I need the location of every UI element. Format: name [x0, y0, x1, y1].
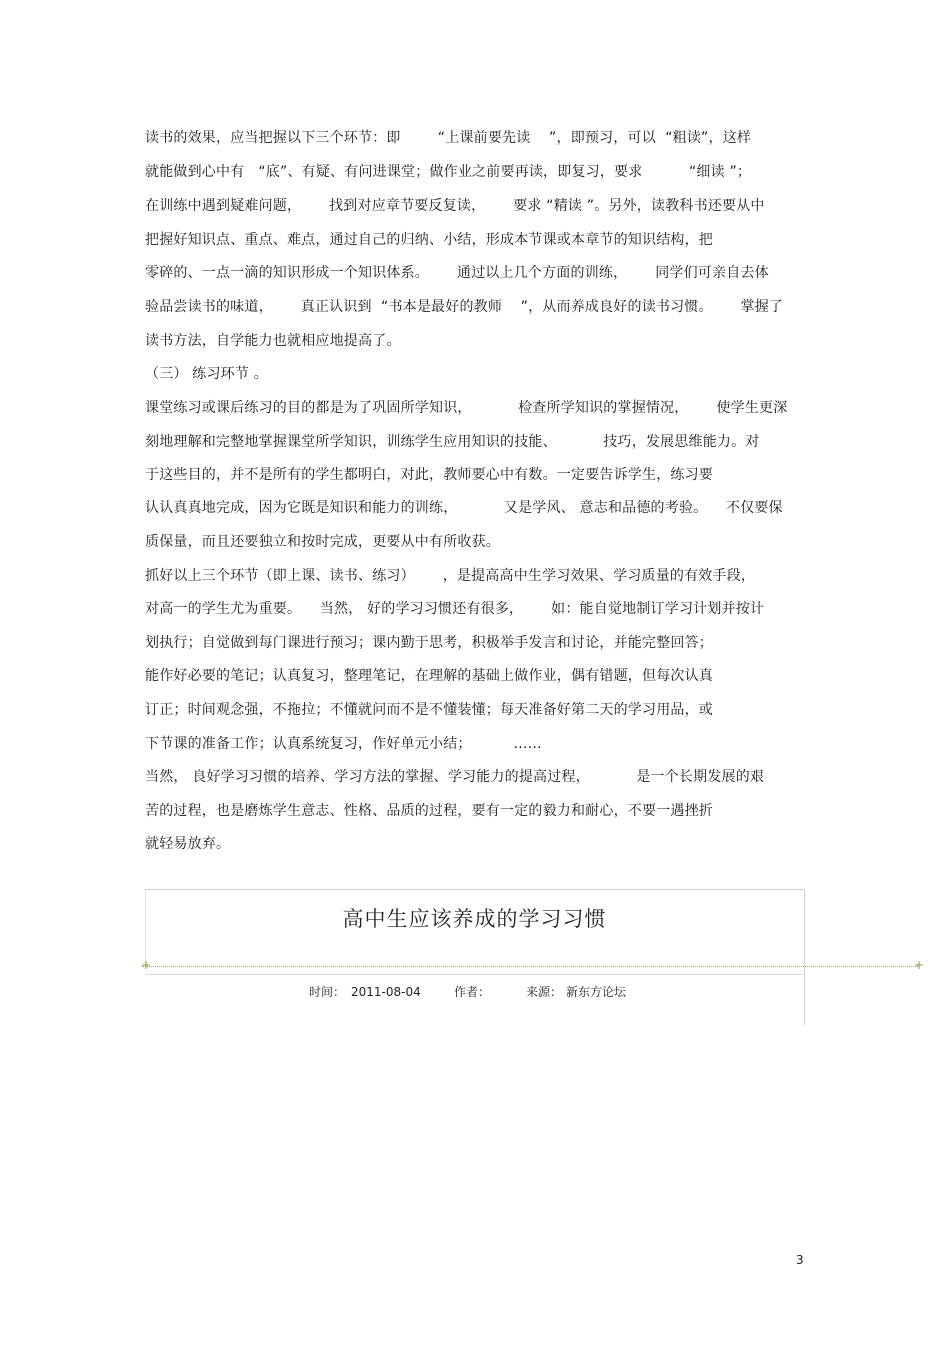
body-line: 读书方法，自学能力也就相应地提高了。	[145, 333, 401, 349]
page-number: 3	[796, 1253, 804, 1267]
body-line: 下节课的准备工作；认真系统复习，作好单元小结； ……	[145, 736, 542, 752]
body-line: 把握好知识点、重点、难点，通过自己的归纳、小结，形成本节课或本章节的知识结构，把	[145, 232, 713, 248]
source-value: 新东方论坛	[566, 985, 627, 999]
body-line: 当然， 良好学习习惯的培养、学习方法的掌握、学习能力的提高过程， 是一个长期发展的艰	[145, 769, 765, 785]
body-line: 课堂练习或课后练习的目的都是为了巩固所学知识， 检查所学知识的掌握情况， 使学生更深	[145, 400, 788, 416]
time-label: 时间：	[309, 985, 346, 999]
plus-icon: +	[141, 958, 152, 972]
body-line: 于这些目的，并不是所有的学生都明白，对此，教师要心中有数。一定要告诉学生，练习要	[145, 467, 713, 483]
dotted-separator	[142, 966, 918, 967]
source-label: 来源：	[526, 985, 563, 999]
article-title: 高中生应该养成的学习习惯	[342, 907, 607, 931]
body-line: 零碎的、一点一滴的知识形成一个知识体系。 通过以上几个方面的训练， 同学们可亲自去体	[145, 265, 769, 281]
body-line: 对高一的学生尤为重要。 当然， 好的学习习惯还有很多， 如：能自觉地制订学习计划并按计	[145, 601, 765, 617]
body-line: 订正；时间观念强，不拖拉；不懂就问而不是不懂装懂；每天准备好第二天的学习用品，或	[145, 702, 713, 718]
plus-icon: +	[914, 958, 925, 972]
time-value: 2011-08-04	[351, 985, 421, 999]
body-line: 读书的效果，应当把握以下三个环节：即 “上课前要先读 ”，即预习，可以 “粗读”，这样	[145, 130, 752, 146]
meta-divider	[145, 974, 804, 975]
body-line: 验品尝读书的味道， 真正认识到 “书本是最好的教师 ”，从而养成良好的读书习惯。 掌握了	[145, 299, 784, 315]
body-line: 在训练中遇到疑难问题， 找到对应章节要反复读， 要求 “精读 ”。另外，读教科书还要从中	[145, 198, 765, 214]
author-label: 作者：	[454, 985, 491, 999]
body-line: 能作好必要的笔记；认真复习，整理笔记，在理解的基础上做作业，偶有错题，但每次认真	[145, 668, 713, 684]
body-line: 就能做到心中有 “底”、有疑、有问进课堂；做作业之前要再读，即复习，要求 “细读 ”；	[145, 164, 752, 180]
body-line: 抓好以上三个环节（即上课、读书、练习） ，是提高高中生学习效果、学习质量的有效手段，	[145, 568, 756, 584]
body-line: 苦的过程，也是磨炼学生意志、性格、品质的过程，要有一定的毅力和耐心，不要一遇挫折	[145, 803, 713, 819]
body-line: 质保量，而且还要独立和按时完成，更要从中有所收获。	[145, 534, 500, 550]
body-line: 刻地理解和完整地掌握课堂所学知识，训练学生应用知识的技能、 技巧，发展思维能力。对	[145, 434, 760, 450]
section-heading: （三） 练习环节 。	[145, 366, 268, 382]
body-line: 划执行；自觉做到每门课进行预习；课内勤于思考，积极举手发言和讨论，并能完整回答；	[145, 635, 713, 651]
body-line: 就轻易放弃。	[145, 836, 231, 852]
body-line: 认认真真地完成，因为它既是知识和能力的训练， 又是学风、 意志和品德的考验。 不仅要保	[145, 500, 783, 516]
